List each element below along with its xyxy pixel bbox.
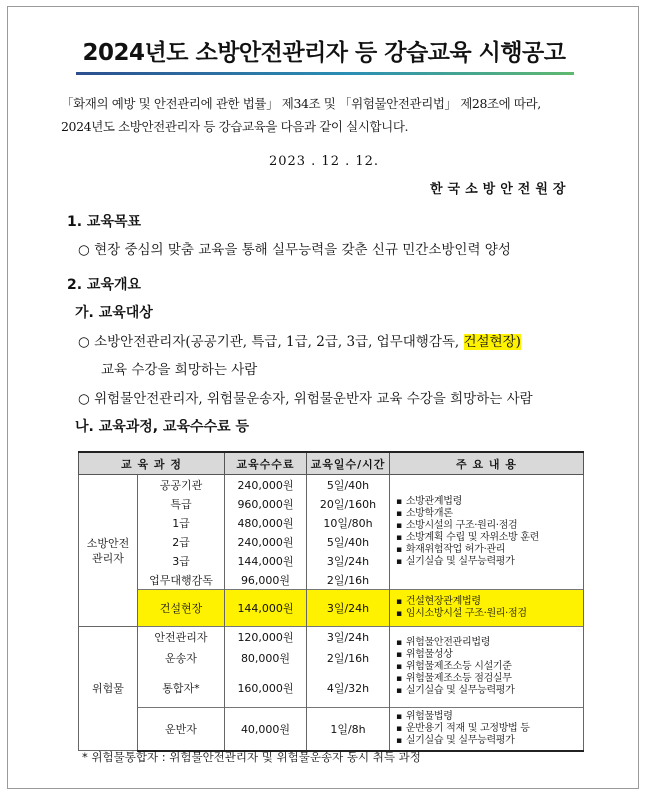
target-bullet-1-continued: 교육 수강을 희망하는 사람 [101,362,258,378]
course-cell: 안전관리자 [138,627,225,648]
carrier-content [390,708,584,751]
list-item: ▪ 소방학개론 [396,508,583,520]
fee-cell: 144,000원 [225,590,307,627]
list-item: ▪ 실기실습 및 실무능력평가 [396,556,583,568]
days-cell: 1일/8h [307,708,390,751]
fee-cell: 96,000원 [225,570,307,590]
list-item: ▪ 소방계획 수립 및 자위소방 훈련 [396,532,583,544]
table-row [79,475,584,495]
course-table [78,451,584,752]
fee-cell: 240,000원 [225,475,307,495]
table-row-construction [79,590,584,627]
days-cell: 5일/40h [307,532,390,551]
group-fire-safety-manager: 소방안전 관리자 [79,475,138,627]
course-cell: 1급 [138,513,225,532]
table-row [79,627,584,648]
list-item: ▪ 운반용기 적재 및 고정방법 등 [396,723,583,735]
list-item: ▪ 위험물법령 [396,711,583,723]
days-cell: 10일/80h [307,513,390,532]
list-item: ▪ 위험물제조소등 시설기준 [396,661,583,673]
header-fee: 교육수수료 [225,452,307,475]
list-item: ▪ 소방관계법령 [396,496,583,508]
course-cell: 공공기관 [138,475,225,495]
days-cell: 3일/24h [307,590,390,627]
list-item: ▪ 실기실습 및 실무능력평가 [396,735,583,747]
page-title: 2024년도 소방안전관리자 등 강습교육 시행공고 [82,40,566,66]
issuer-name: 한국소방안전원장 [430,182,571,197]
course-cell: 통합자* [138,669,225,708]
section-1-heading: 1. 교육목표 [67,214,142,230]
course-cell: 운반자 [138,708,225,751]
hazmat-content [390,627,584,708]
fee-cell: 120,000원 [225,627,307,648]
list-item: ▪ 화재위험작업 허가·관리 [396,544,583,556]
content-list [396,711,583,747]
days-cell: 2일/16h [307,648,390,669]
content-list [396,637,583,697]
fee-cell: 160,000원 [225,669,307,708]
table-row-carrier [79,708,584,751]
course-cell: 3급 [138,551,225,570]
table-header-row [79,452,584,475]
target-bullet-1 [78,330,521,350]
footnote: * 위험물통합자 : 위험물안전관리자 및 위험물운송자 동시 취득 과정 [82,750,421,764]
fee-cell: 960,000원 [225,494,307,513]
header-course: 교 육 과 정 [79,452,225,475]
fee-cell: 40,000원 [225,708,307,751]
content-list [396,596,583,620]
fire-manager-content [390,475,584,590]
subsection-b-heading: 나. 교육과정, 교육수수료 등 [75,419,250,435]
course-cell: 건설현장 [138,590,225,627]
header-content: 주 요 내 용 [390,452,584,475]
list-item: ▪ 건설현장관계법령 [396,596,583,608]
title-underline [76,72,574,75]
target-bullet-1-text: ○ 소방안전관리자(공공기관, 특급, 1급, 2급, 3급, 업무대행감독, [78,334,464,350]
days-cell: 3일/24h [307,551,390,570]
list-item: ▪ 위험물안전관리법령 [396,637,583,649]
list-item: ▪ 위험물성상 [396,649,583,661]
header-days: 교육일수/시간 [307,452,390,475]
days-cell: 2일/16h [307,570,390,590]
intro-line-2: 2024년도 소방안전관리자 등 강습교육을 다음과 같이 실시합니다. [61,119,409,134]
construction-highlight: 건설현장) [463,334,521,350]
days-cell: 4일/32h [307,669,390,708]
list-item: ▪ 실기실습 및 실무능력평가 [396,685,583,697]
intro-line-1: 「화재의 예방 및 안전관리에 관한 법률」 제34조 및 「위험물안전관리법」 제28조에 따라, [61,96,541,111]
section-1-bullet: ○ 현장 중심의 맞춤 교육을 통해 실무능력을 갖춘 신규 민간소방인력 양성 [78,242,511,258]
section-2-heading: 2. 교육개요 [67,277,142,293]
list-item: ▪ 위험물제조소등 점검실무 [396,673,583,685]
days-cell: 5일/40h [307,475,390,495]
fee-cell: 240,000원 [225,532,307,551]
subsection-a-heading: 가. 교육대상 [75,305,153,321]
issue-date: 2023 . 12 . 12. [268,154,380,169]
content-list [396,496,583,568]
course-cell: 업무대행감독 [138,570,225,590]
days-cell: 20일/160h [307,494,390,513]
course-cell: 특급 [138,494,225,513]
course-cell: 운송자 [138,648,225,669]
list-item: ▪ 소방시설의 구조·원리·점검 [396,520,583,532]
group-hazardous-materials: 위험물 [79,627,138,751]
target-bullet-2: ○ 위험물안전관리자, 위험물운송자, 위험물운반자 교육 수강을 희망하는 사람 [78,391,533,407]
list-item: ▪ 임시소방시설 구조·원리·점검 [396,608,583,620]
construction-content [390,590,584,627]
fee-cell: 80,000원 [225,648,307,669]
days-cell: 3일/24h [307,627,390,648]
course-cell: 2급 [138,532,225,551]
fee-cell: 144,000원 [225,551,307,570]
fee-cell: 480,000원 [225,513,307,532]
